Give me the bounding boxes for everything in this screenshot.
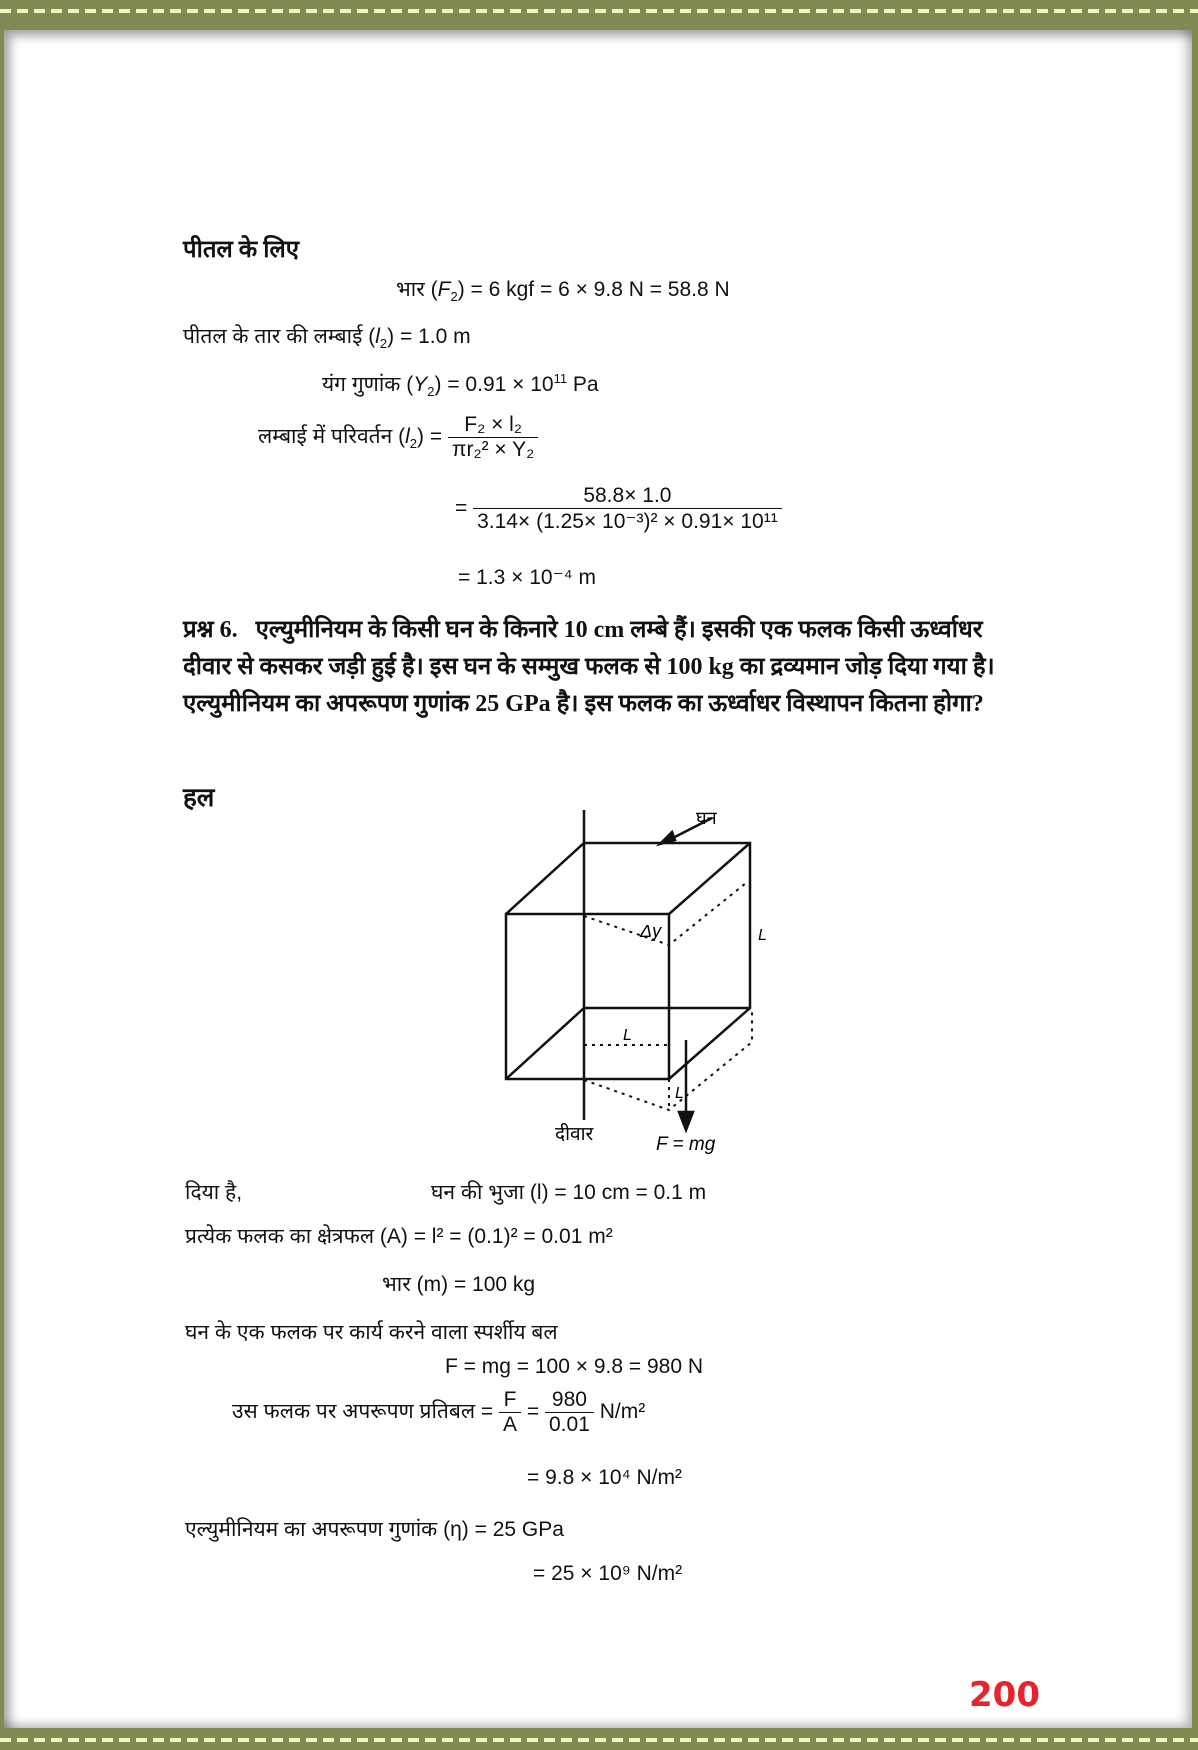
brass-length-change-calc: = $\frac{58.8\times 1.0}{\text{3.14× (1.25× 10⁻³)² × 0.91× 10¹¹}}$ xyxy=(455,484,782,534)
brass-young-modulus: यंग गुणांक $(Y_2) = 0.91 \times 10^{11}$ Pa xyxy=(322,371,599,400)
question-text: एल्युमीनियम के किसी घन के किनारे 10 cm लम्बे हैं। इसकी एक फलक किसी ऊर्ध्वाधर दीवार से कसकर जड़ी हुई है। इस घन के सम्मुख फलक से 100 kg का द्रव्यमान जोड़ दिया गया है। एल्युमीनियम का अपरूपण गुणांक 25 GPa है। इस फलक का ऊर्ध्वाधर विस्थापन कितना होगा? xyxy=(183,617,995,717)
top-stitch-border xyxy=(0,9,1198,13)
brass-heading: पीतल के लिए xyxy=(183,237,299,263)
given-side: घन की भुजा (l) = 10 cm = 0.1 m xyxy=(431,1181,707,1204)
delta-y-label: Δy xyxy=(640,921,662,941)
shear-modulus: एल्युमीनियम का अपरूपण गुणांक (η) = 25 GPa xyxy=(185,1518,564,1541)
force-value: F = mg = 100 × 9.8 = 980 N xyxy=(445,1355,703,1378)
brass-length-change-formula: लम्बाई में परिवर्तन $(l_2)$ = $\frac{\text{F₂ × l₂}}{\text{πr₂² × Y₂}}$ xyxy=(258,413,538,462)
shear-modulus-si: = 25 × 10⁹ N/m² xyxy=(533,1562,683,1585)
cube-label: घन xyxy=(696,808,717,828)
shear-stress-result: = 9.8 × 10⁴ N/m² xyxy=(527,1466,682,1489)
brass-length: पीतल के तार की लम्बाई $(l_2) = 1.0$ m xyxy=(183,325,471,352)
question-6 xyxy=(183,612,1033,723)
given-mass: भार (m) = 100 kg xyxy=(382,1273,536,1296)
question-label: प्रश्न 6. xyxy=(183,617,238,643)
given-label: दिया है, xyxy=(185,1181,243,1204)
force-label: F = mg xyxy=(656,1134,716,1155)
bottom-stitch-border xyxy=(0,1738,1198,1742)
cube-shear-diagram xyxy=(480,780,800,1160)
wall-label: दीवार xyxy=(555,1124,594,1145)
shear-stress: उस फलक पर अपरूपण प्रतिबल = $\frac{F}{A}$ = $\frac{980}{0.01}$ N/m² xyxy=(232,1388,646,1436)
page-number: 200 xyxy=(969,1675,1040,1715)
given-area: प्रत्येक फलक का क्षेत्रफल (A) = l² = (0.1)² = 0.01 m² xyxy=(185,1225,613,1248)
force-heading: घन के एक फलक पर कार्य करने वाला स्पर्शीय बल xyxy=(185,1321,558,1344)
brass-length-change-result: = 1.3 × 10⁻⁴ m xyxy=(458,566,597,589)
solution-heading: हल xyxy=(183,783,215,812)
edge-label-bottom: L xyxy=(623,1027,632,1044)
edge-label-shear: L xyxy=(675,1085,684,1102)
edge-label-right: L xyxy=(758,927,767,944)
brass-weight: भार $(F_2) = 6$ kgf = 6 × 9.8 N = 58.8 N xyxy=(396,278,730,305)
